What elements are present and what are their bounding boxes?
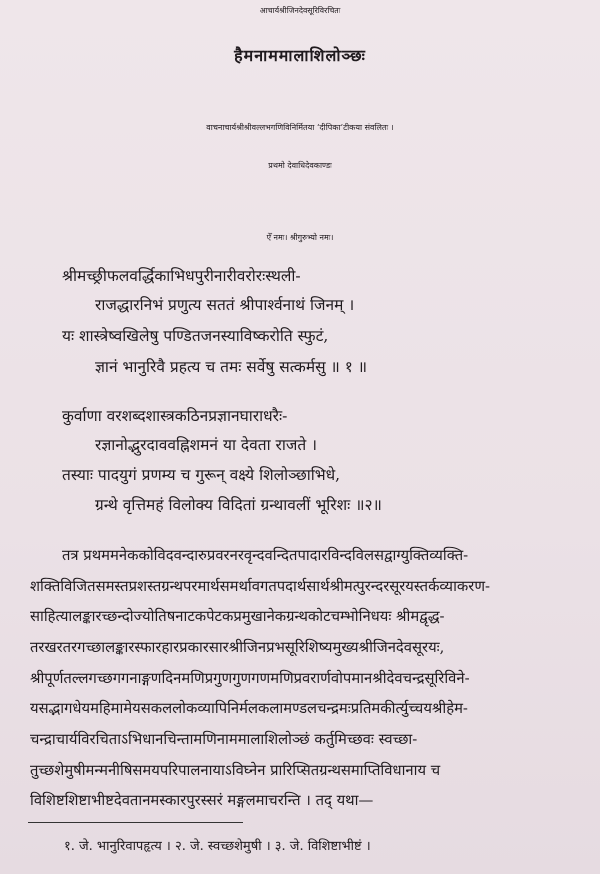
verse2-line: ग्रन्थे वृत्तिमहं विलोक्य विदितां ग्रन्थावलीं भूरिशः ॥२॥ [95, 496, 382, 514]
verse1-line: राजद्धारनिभं प्रणुत्य सततं श्रीपार्श्वनाथं जिनम् । [95, 296, 355, 314]
verse2-line: रज्ञानोद्भुरदाववह्निशमनं या देवता राजते । [95, 436, 317, 454]
invocation: ऐँ नमः। श्रीगुरुभ्यो नमः। [266, 233, 334, 242]
verse1-line: यः शास्त्रेष्वखिलेषु पण्डितजनस्याविष्करोति स्फुटं, [62, 327, 329, 345]
prose-line: तत्र प्रथममनेककोविदवन्दारुप्रवरनरवृन्दवन्दितपादारविन्दविलसद्वाग्युक्तिव्यक्ति- [62, 547, 469, 564]
author-line: आचार्यश्रीजिनदेवसूरिविरचितः [259, 6, 341, 15]
footnote-divider [28, 822, 243, 823]
prose-line: साहित्यालङ्कारच्छन्दोज्योतिषनाटकपेटकप्रमुखानेकग्रन्थकोटचम्भोनिधयः श्रीमद्वृद्ध- [30, 608, 445, 625]
subtitle: वाचनाचार्यश्रीश्रीवल्लभगणिविनिर्मितया ‘दीपिका’टीकया संवलितः । [206, 123, 394, 132]
verse1-line: ज्ञानं भानुरिवै प्रहत्य च तमः सर्वेषु सत्कर्मसु ॥ १ ॥ [95, 358, 367, 376]
prose-line: शक्तिविजितसमस्तप्रशस्तग्रन्थपरमार्थसमर्थावगतपदार्थसार्थश्रीमत्पुरन्दरसूरयस्तर्कव्याकरण- [30, 578, 491, 595]
footnote: १. जे. भानुरिवापहृत्य । २. जे. स्वच्छशेमुषी । ३. जे. विशिष्टाभीष्टं । [64, 839, 371, 854]
prose-line: चन्द्राचार्यविरचिताऽभिधानचिन्तामणिनाममालाशिलोञ्छं कर्तुमिच्छवः स्वच्छा- [30, 731, 418, 748]
verse2-line: कुर्वाणा वरशब्दशास्त्रकठिनप्रज्ञानघाराधरैः- [62, 407, 288, 425]
verse2-line: तस्याः पादयुगं प्रणम्य च गुरून् वक्ष्ये शिलोञ्छाभिधे, [62, 466, 341, 484]
prose-line: तुच्छशेमुषीमन्मनीषिसमयपरिपालनायाऽविघ्नेन प्रारिप्सितग्रन्थसमाप्तिविधानाय च [30, 762, 441, 779]
prose-line: विशिष्टशिष्टाभीष्टदेवतानमस्कारपुरस्सरं मङ्गलमाचरन्ति । तद् यथा— [30, 792, 374, 809]
prose-line: यसद्भागधेयमहिमामेयसकललोकव्यापिनिर्मलकलामण्डलचन्द्रमःप्रतिमकीर्त्युच्चयश्रीहेम- [30, 700, 468, 717]
prose-line: श्रीपूर्णतल्लगच्छगगनाङ्गणदिनमणिप्रगुणगुणगणमणिप्रवरार्णवोपमानश्रीदेवचन्द्रसूरिविने- [30, 670, 470, 687]
page-title: हैमनाममालाशिलोञ्छः [234, 46, 366, 65]
section-heading: प्रथमो देवाधिदेवकाण्डः [268, 161, 332, 170]
verse1-line: श्रीमच्छ्रीफलवर्द्धिकाभिधपुरीनारीवरोरःस्थली- [62, 267, 301, 285]
prose-line: तरखरतरगच्छालङ्कारस्फारहारप्रकारसारश्रीजिनप्रभसूरिशिष्यमुख्यश्रीजिनदेवसूरयः, [30, 639, 445, 656]
